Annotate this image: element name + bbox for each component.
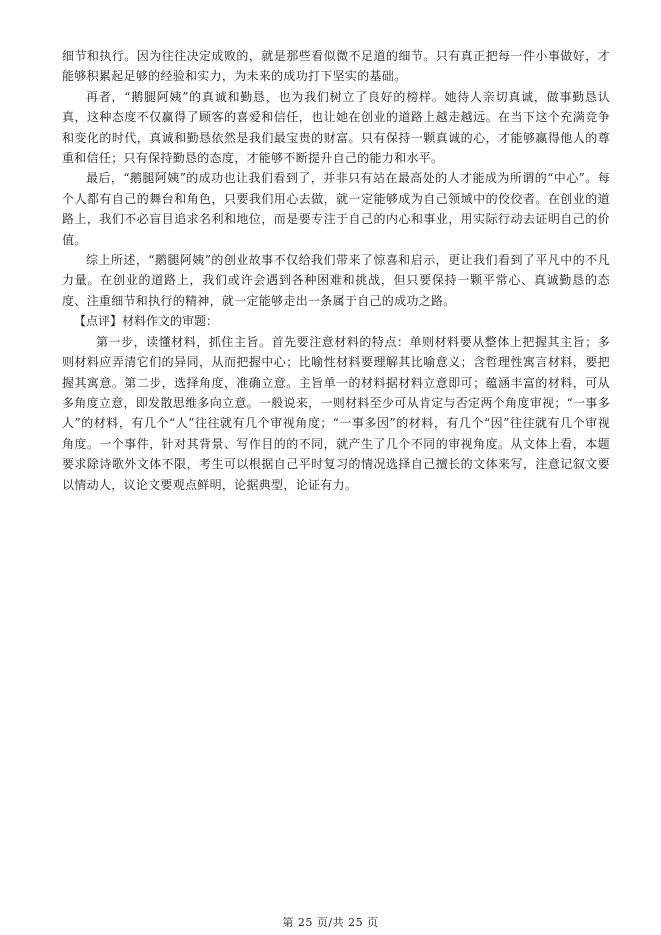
page-number-footer: 第 25 页/共 25 页 <box>282 916 379 929</box>
paragraph-continuation: 细节和执行。因为往往决定成败的，就是那些看似微不足道的细节。只有真正把每一件小事做好，才能够积累起足够的经验和实力，为未来的成功打下坚实的基础。 <box>62 49 610 84</box>
paragraph-honesty: 再者，“鹅腿阿姨”的真诚和勤恳，也为我们树立了良好的榜样。她待人亲切真诚，做事勤恳认真，这种态度不仅赢得了顾客的喜爱和信任，也让她在创业的道路上越走越远。在当下这个充满竞争和变化的时代，真诚和勤恳依然是我们最宝贵的财富。只有保持一颗真诚的心，才能够赢得他人的尊重和信任；只有保持勤恳的态度，才能够不断提升自己的能力和水平。 <box>62 89 610 166</box>
comment-heading: 【点评】材料作文的审题： <box>74 314 219 329</box>
paragraph-center: 最后，“鹅腿阿姨”的成功也让我们看到了，并非只有站在最高处的人才能成为所谓的“中心”。每个人都有自己的舞台和角色，只要我们用心去做，就一定能够成为自己领域中的佼佼者。在创业的道路上，我们不必盲目追求名利和地位，而是要专注于自己的内心和事业，用实际行动去证明自己的价值。 <box>62 171 610 247</box>
comment-body: 第一步，读懂材料，抓住主旨。首先要注意材料的特点：单则材料要从整体上把握其主旨；多则材料应弄清它们的异同，从而把握中心；比喻性材料要理解其比喻意义；含哲理性寓言材料，要把握其寓意。第二步，选择角度，准确立意。主旨单一的材料据材料立意即可；蕴涵丰富的材料，可从多角度立意，即发散思维多向立意。一般说来，一则材料至少可从肯定与否定两个角度审视；“一事多人”的材料，有几个“人”往往就有几个审视角度；“一事多因”的材料，有几个“因”往往就有几个审视角度。一个事件，针对其背景、写作目的的不同，就产生了几个不同的审视角度。从文体上看，本题要求除诗歌外文体不限，考生可以根据自己平时复习的情况选择自己擅长的文体来写，注意记叙文要以情动人，议论文要观点鲜明，论据典型，论证有力。 <box>62 334 610 492</box>
document-body <box>62 46 610 495</box>
paragraph-summary: 综上所述，“鹅腿阿姨”的创业故事不仅给我们带来了惊喜和启示，更让我们看到了平凡中的不凡力量。在创业的道路上，我们或许会遇到各种困难和挑战，但只要保持一颗平常心、真诚勤恳的态度、注重细节和执行的精神，就一定能够走出一条属于自己的成功之路。 <box>62 253 610 308</box>
